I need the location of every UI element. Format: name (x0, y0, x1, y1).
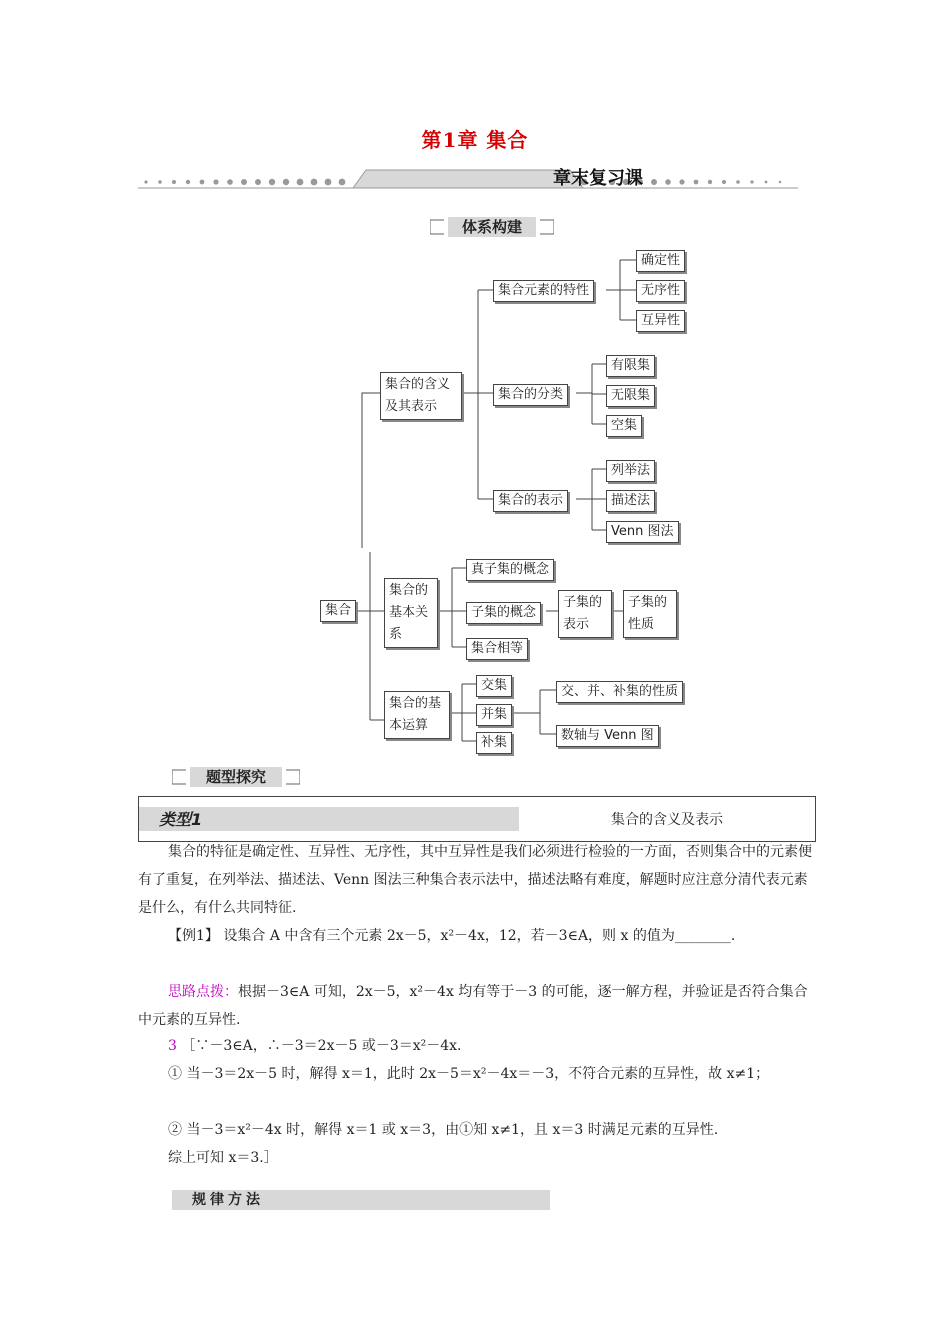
solution-step-2: ① 当－3＝2x－5 时，解得 x＝1，此时 2x－5＝x²－4x＝－3，不符合元素的互异性，故 x≠1； (168, 1066, 770, 1082)
diagram-b3-1: 交集 (476, 675, 512, 697)
diagram-b1-1: 集合元素的特性 (493, 280, 594, 302)
diagram-b1-1-2: 无序性 (636, 280, 685, 302)
solution-step-4: 综上可知 x＝3.］ (168, 1150, 278, 1166)
type1-tab (139, 797, 519, 841)
diagram-b1-3-2: 描述法 (606, 490, 655, 512)
diagram-b1-3: 集合的表示 (493, 490, 568, 512)
solution-line-1 (138, 1032, 814, 1060)
rule-section-label: 规律方法 (192, 1192, 264, 1208)
diagram-b1-2-3: 空集 (606, 415, 642, 437)
diagram-root: 集合 (320, 600, 356, 622)
banner-title: 章末复习课 (553, 168, 643, 189)
solution-step-1: ［∵－3∈A，∴－3＝2x－5 或－3＝x²－4x. (181, 1038, 462, 1054)
diagram-b2: 集合的基本关系 (384, 578, 438, 648)
type1-label: 类型1 (159, 810, 203, 829)
diagram-b2-1: 真子集的概念 (466, 559, 554, 581)
diagram-b1-1-3: 互异性 (636, 310, 685, 332)
diagram-b1-3-1: 列举法 (606, 460, 655, 482)
solution-step-3: ② 当－3＝x²－4x 时，解得 x＝1 或 x＝3，由①知 x≠1，且 x＝3 时满足元素的互异性. (168, 1122, 719, 1138)
diagram-b3: 集合的基本运算 (384, 691, 450, 739)
diagram-b1-1-1: 确定性 (636, 250, 685, 272)
type1-bar (138, 796, 816, 842)
section-system-label: 体系构建 (461, 218, 522, 236)
type1-title: 集合的含义及表示 (611, 812, 723, 828)
section-explore-label: 题型探究 (205, 768, 266, 786)
hint-text: 根据－3∈A 可知，2x－5，x²－4x 均有等于－3 的可能，逐一解方程，并验证是否符合集合中元素的互异性. (138, 984, 808, 1028)
chapter-title: 第1章 集合 (421, 128, 529, 152)
diagram-b3-r1: 交、并、补集的性质 (556, 681, 683, 703)
diagram-b1-2-2: 无限集 (606, 385, 655, 407)
diagram-b1: 集合的含义及其表示 (380, 372, 462, 420)
diagram-b2-2: 子集的概念 (466, 602, 541, 624)
hint-label: 思路点拨： (168, 984, 238, 1000)
rule-section-bar (172, 1190, 550, 1210)
answer-value: 3 (168, 1038, 177, 1054)
diagram-b3-2: 并集 (476, 704, 512, 726)
diagram-b1-2: 集合的分类 (493, 384, 568, 406)
example-label: 【例1】 (168, 928, 219, 944)
diagram-b1-3-3: Venn 图法 (606, 521, 679, 543)
diagram-b2-2-2: 子集的性质 (623, 590, 677, 638)
diagram-b3-3: 补集 (476, 732, 512, 754)
diagram-b2-2-1: 子集的表示 (558, 590, 612, 638)
diagram-b1-2-1: 有限集 (606, 355, 655, 377)
diagram-b2-3: 集合相等 (466, 638, 528, 660)
section-explore (172, 766, 300, 788)
example-text: 设集合 A 中含有三个元素 2x－5，x²－4x，12，若－3∈A，则 x 的值为________. (223, 928, 736, 944)
intro-paragraph: 集合的特征是确定性、互异性、无序性，其中互异性是我们必须进行检验的一方面，否则集合中的元素便有了重复，在列举法、描述法、Venn 图法三种集合表示法中，描述法略有难度，解题时应注意分清代表元素是什么，有什么共同特征. (138, 844, 812, 916)
diagram-b3-r2: 数轴与 Venn 图 (556, 725, 659, 747)
hint-paragraph (138, 978, 814, 1034)
example-1 (138, 922, 814, 950)
